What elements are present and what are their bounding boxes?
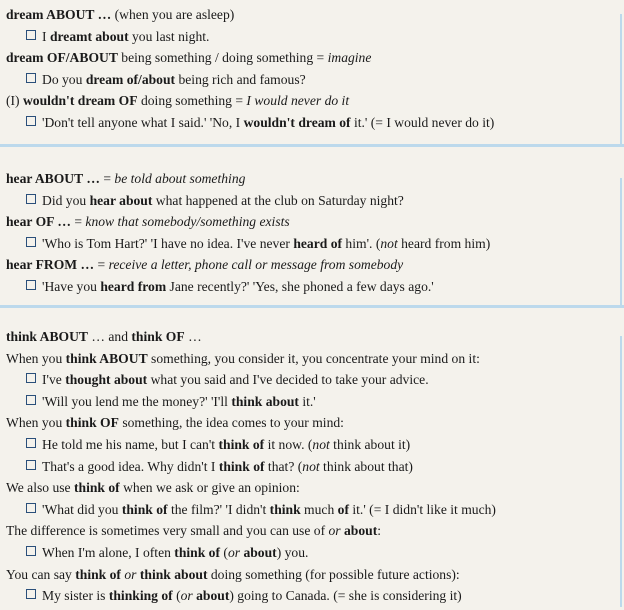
bullet-box-icon (26, 460, 36, 470)
example-line: 'Don't tell anyone what I said.' 'No, I wouldn't dream of it.' (= I would never do it) (6, 112, 616, 134)
bullet-box-icon (26, 438, 36, 448)
hear-from-heading: hear FROM … = receive a letter, phone call or message from somebody (6, 257, 404, 273)
bullet-box-icon (26, 237, 36, 247)
hear-section (0, 168, 616, 308)
example-line: 'What did you think of the film?' 'I didn't think much of it.' (= I didn't like it much) (6, 499, 616, 521)
hear-about-heading: hear ABOUT … = be told about something (6, 171, 246, 186)
example-line: 'Have you heard from Jane recently?' 'Yes, she phoned a few days ago.' (6, 276, 616, 298)
bullet-box-icon (26, 73, 36, 83)
example-line: He told me his name, but I can't think of it now. (not think about it) (6, 434, 616, 456)
dream-about-heading: dream ABOUT … (when you are asleep) (6, 7, 235, 22)
dream-section (0, 4, 616, 147)
bullet-box-icon (26, 194, 36, 204)
bullet-box-icon (26, 116, 36, 126)
bullet-box-icon (26, 503, 36, 513)
example-line: My sister is thinking of (or about) going to Canada. (= she is considering it) (6, 585, 616, 607)
hear-of-heading: hear OF … = know that somebody/something exists (6, 214, 290, 230)
example-line: I dreamt about you last night. (6, 26, 616, 48)
example-line: Did you hear about what happened at the club on Saturday night? (6, 190, 616, 212)
bullet-box-icon (26, 546, 36, 556)
example-line: When I'm alone, I often think of (or about) you. (6, 542, 616, 564)
wouldnt-dream-heading: (I) wouldn't dream OF doing something = I would never do it (6, 93, 350, 109)
explanation-line: When you think OF something, the idea comes to your mind: (6, 415, 344, 431)
explanation-line: When you think ABOUT something, you consider it, you concentrate your mind on it: (6, 350, 480, 366)
dream-of-about-heading: dream OF/ABOUT being something / doing something = imagine (6, 50, 372, 66)
explanation-line: We also use think of when we ask or give an opinion: (6, 480, 300, 496)
example-line: 'Will you lend me the money?' 'I'll think about it.' (6, 391, 616, 413)
example-line: 'Who is Tom Hart?' 'I have no idea. I've never heard of him'. (not heard from him) (6, 233, 616, 255)
bullet-box-icon (26, 589, 36, 599)
explanation-line: You can say think of or think about doing something (for possible future actions): (6, 566, 460, 582)
explanation-line: The difference is sometimes very small and you can use of or about: (6, 523, 382, 539)
bullet-box-icon (26, 280, 36, 290)
bullet-box-icon (26, 30, 36, 40)
example-line: Do you dream of/about being rich and famous? (6, 69, 616, 91)
bullet-box-icon (26, 373, 36, 383)
bullet-box-icon (26, 395, 36, 405)
example-line: I've thought about what you said and I've decided to take your advice. (6, 369, 616, 391)
think-heading: think ABOUT … and think OF … (6, 329, 202, 344)
think-section (0, 326, 616, 610)
example-line: That's a good idea. Why didn't I think of that? (not think about that) (6, 456, 616, 478)
